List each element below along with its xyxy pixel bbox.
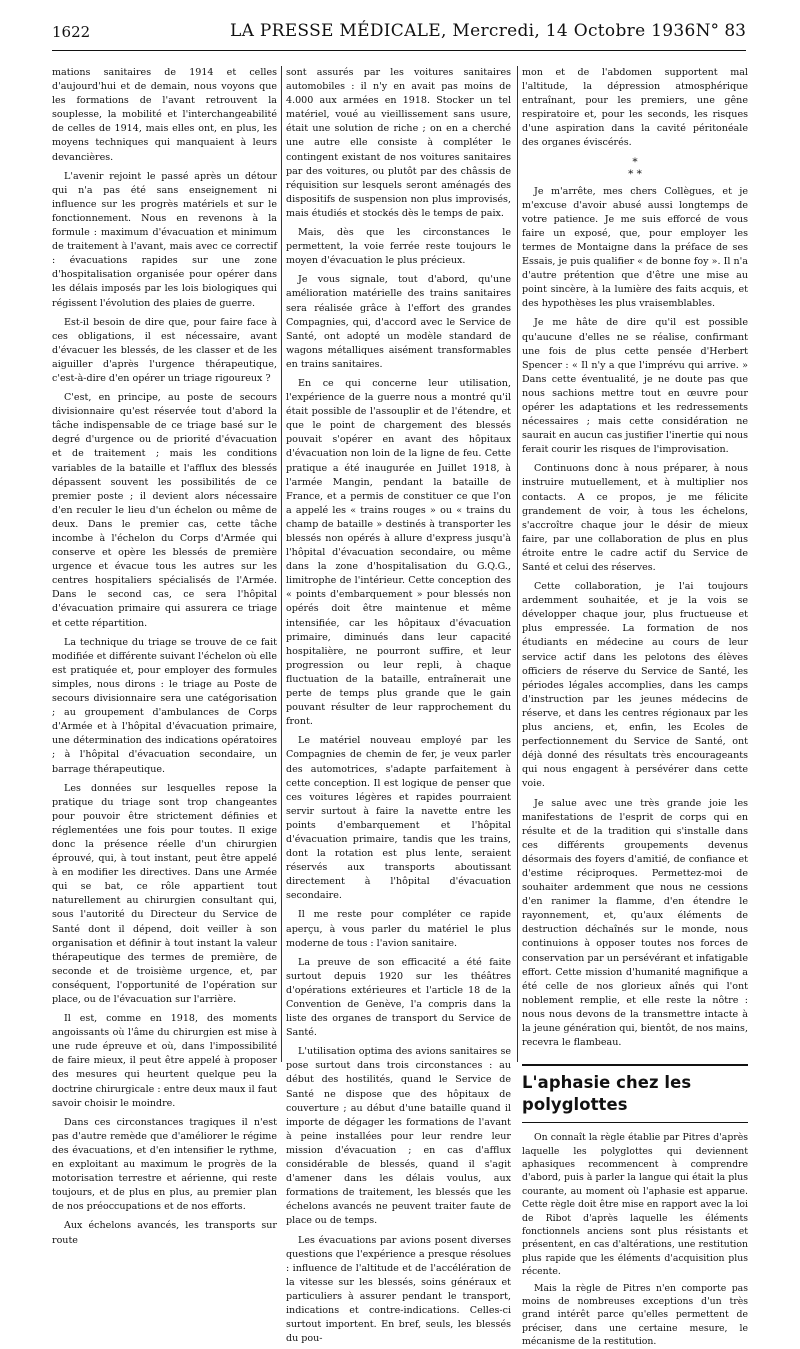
article-title: L'aphasie chez les polyglottes xyxy=(522,1073,692,1115)
paragraph: Cette collaboration, je l'ai toujours ardemment souhaitée, et je la vois se développer chaque jour, plus fructueuse et plus empressée. La formation de nos étudiants en médecine au cours de leur service actif dans les pelotons des élèves officiers de réserve du Service de Santé, les périodes légales accomplies, dans les camps d'instruction par les jeunes médecins de réserve, et dans les centres régionaux par les plus anciens, et, enfin, les Ecoles de perfectionnement du Service de Santé, ont déjà donné des résultats très encourageants qui nous engagent à persévérer dans cette voie. xyxy=(522,581,748,790)
article-separator-rule xyxy=(522,1064,748,1066)
paragraph: L'utilisation optima des avions sanitaires se pose surtout dans trois circonstances : au début des hostilités, quand le Service de Santé ne dispose que des hôpitaux de couverture ; au début d'une bataille quand il importe de dégager les formations de l'avant à peine installées pour leur rendre leur mission d'évacuation ; en cas d'afflux considérable de blessés, quand il s'agit d'amener dans les délais voulus, aux formations de traitement, les blessés que les échelons avancés ne peuvent traiter faute de place ou de temps. xyxy=(286,1046,511,1227)
paragraph: Je m'arrête, mes chers Collègues, et je m'excuse d'avoir abusé aussi longtemps de votre patience. Je me suis efforcé de vous faire un exposé, que, pour employer les termes de Montaigne dans la préface de ses Essais, je puis qualifier « de bonne foy ». Il n'a d'autre prétention que d'être une mise au point sincère, à la lumière des faits acquis, et des hypothèses les plus vraisemblables. xyxy=(522,185,748,310)
page-number: 1622 xyxy=(52,23,91,41)
paragraph: Mais, dès que les circonstances le permettent, la voie ferrée reste toujours le moyen d'évacuation le plus précieux. xyxy=(286,227,511,267)
journal-title-date: LA PRESSE MÉDICALE, Mercredi, 14 Octobre 1936 xyxy=(230,21,696,41)
paragraph: On connaît la règle établie par Pitres d'après laquelle les polyglottes qui deviennent aphasiques recommencent à comprendre d'abord, puis à parler la langue qui était la plus courante, au moment où l'aphasie est apparue. Cette règle doit être mise en rapport avec la loi de Ribot d'après laquelle les éléments fonctionnels anciens sont plus résistants et présentent, en cas d'altérations, une restitution plus rapide que les éléments d'acquisition plus récente. xyxy=(522,1132,748,1278)
text-column-middle xyxy=(286,66,511,1345)
paragraph: C'est, en principe, au poste de secours divisionnaire qu'est réservée tout d'abord la tâche indispensable de ce triage basé sur le degré d'urgence ou de priorité d'évacuation et de traitement ; mais les conditions variables de la bataille et l'afflux des blessés dépassent souvent les possibilités de ce premier poste ; il devient alors nécessaire d'en reculer le lieu d'un échelon ou même de deux. Dans le premier cas, cette tâche incombe à l'échelon du Corps d'Armée qui conserve et opère les blessés de première urgence et évacue tous les autres sur les centres hospitaliers spécialisés de l'Armée. Dans le second cas, ce sera l'hôpital d'évacuation primaire qui assurera ce triage et cette répartition. xyxy=(52,392,277,629)
article-aphasie xyxy=(522,1072,748,1349)
paragraph: mon et de l'abdomen supportent mal l'altitude, la dépression atmosphérique entraînant, pour les premiers, une gêne respiratoire et, pour les seconds, les risques d'une aspiration dans la cavité péritonéale des organes éviscérés. xyxy=(522,67,748,149)
paragraph: L'avenir rejoint le passé après un détour qui n'a pas été sans enseignement ni influence sur les progrès matériels et sur le fonctionnement. Nous en revenons à la formule : maximum d'évacuation et minimum de traitement à l'avant, mais avec ce correctif : évacuations rapides sur une zone d'hospitalisation organisée pour opérer dans les délais imposés par les lois biologiques qui régissent l'évolution des plaies de guerre. xyxy=(52,170,277,309)
paragraph: Aux échelons avancés, les transports sur route xyxy=(52,1220,277,1246)
page-header xyxy=(52,16,746,51)
paragraph: Mais la règle de Pitres n'en comporte pas moins de nombreuses exceptions d'un très grand intérêt parce qu'elles permettent de préciser, dans une certaine mesure, le mécanisme de la restitution. xyxy=(522,1282,748,1348)
paragraph: La technique du triage se trouve de ce fait modifiée et différente suivant l'échelon où elle est pratiquée et, pour employer des formules simples, nous dirons : le triage au Poste de secours divisionnaire sera une catégorisation ; au groupement d'ambulances de Corps d'Armée et à l'hôpital d'évacuation primaire, une détermination des indications opératoires ; à l'hôpital d'évacuation secondaire, un barrage thérapeutique. xyxy=(52,636,277,775)
section-separator-stars: * * * xyxy=(628,155,642,180)
text-column-left xyxy=(52,66,277,1246)
paragraph: Je me hâte de dire qu'il est possible qu'aucune d'elles ne se réalise, confirmant une fois de plus cette pensée d'Herbert Spencer : « Il n'y a que l'imprévu qui arrive. » Dans cette éventualité, je ne doute pas que nous sachions mettre tout en œuvre pour opérer les adaptations et les redressements nécessaires ; mais cette considération ne saurait en aucun cas justifier l'inertie qui nous ferait courir les risques de l'improvisation. xyxy=(522,317,748,456)
paragraph: Il me reste pour compléter ce rapide aperçu, à vous parler du matériel le plus moderne de tous : l'avion sanitaire. xyxy=(286,909,511,949)
paragraph: Dans ces circonstances tragiques il n'est pas d'autre remède que d'améliorer le régime des évacuations, et d'en intensifier le rythme, en exploitant au maximum le progrès de la motorisation terrestre et aérienne, qui reste toujours, et de plus en plus, au premier plan de nos préoccupations et de nos efforts. xyxy=(52,1116,277,1213)
paragraph: En ce qui concerne leur utilisation, l'expérience de la guerre nous a montré qu'il était possible de l'assouplir et de l'étendre, et que le point de chargement des blessés pouvait s'opérer en avant des hôpitaux d'évacuation non loin de la ligne de feu. Cette pratique a été inaugurée en Juillet 1918, à l'armée Mangin, pendant la bataille de France, et a permis de constituer ce que l'on a appelé les « trains rouges » ou « trains du champ de bataille » destinés à transporter les blessés non opérés à allure d'express jusqu'à l'hôpital d'évacuation secondaire, ou même dans la zone d'hospitalisation du G.Q.G., limitrophe de l'intérieur. Cette conception des « points d'embarquement » pour blessés non opérés doit être maintenue et même intensifiée, car les hôpitaux d'évacuation primaire, diminués dans leur capacité hospitalière, ne pourront suffire, et leur progression ou leur repli, à chaque fluctuation de la bataille, entraînerait une perte de temps plus grande que le gain pouvant résulter de leur rapprochement du front. xyxy=(286,377,511,728)
text-column-right xyxy=(522,66,748,1348)
column-divider xyxy=(517,66,518,1062)
column-divider xyxy=(281,66,282,1062)
paragraph: Le matériel nouveau employé par les Compagnies de chemin de fer, je veux parler des automotrices, s'adapte parfaitement à cette conception. Il est logique de penser que ces voitures légères et rapides pourraient servir surtout à faire la navette entre les points d'embarquement et l'hôpital d'évacuation primaire, tandis que les trains, dont la rotation est plus lente, seraient réservés aux transports aboutissant directement à l'hôpital d'évacuation secondaire. xyxy=(286,735,511,902)
issue-number: N° 83 xyxy=(695,21,746,41)
paragraph: Continuons donc à nous préparer, à nous instruire mutuellement, et à multiplier nos contacts. A ce propos, je me félicite grandement de voir, à tous les échelons, s'accroître chaque jour le désir de mieux faire, par une collaboration de plus en plus étroite entre le cadre actif du Service de Santé et celui des réserves. xyxy=(522,463,748,573)
text-block-continued xyxy=(522,66,748,151)
paragraph: Il est, comme en 1918, des moments angoissants où l'âme du chirurgien est mise à une rude épreuve et où, dans l'impossibilité de faire mieux, il peut être appelé à proposer des mesures qui heurtent quelque peu la doctrine chirurgicale : entre deux maux il faut savoir choisir le moindre. xyxy=(52,1013,277,1109)
paragraph: La preuve de son efficacité a été faite surtout depuis 1920 sur les théâtres d'opérations extérieures et l'article 18 de la Convention de Genève, l'a compris dans la liste des organes de transport du Service de Santé. xyxy=(286,956,511,1039)
article-title-rule xyxy=(522,1122,748,1123)
paragraph: mations sanitaires de 1914 et celles d'aujourd'hui et de demain, nous voyons que les formations de l'avant retrouvent la souplesse, la mobilité et l'interchangeabilité de celles de 1914, mais elles ont, en plus, les moyens techniques qui manquaient à leurs devancières. xyxy=(52,67,277,163)
paragraph: Je salue avec une très grande joie les manifestations de l'esprit de corps qui en résulte et de la tradition qui s'installe dans ces différents groupements devenus désormais des foyers d'amitié, de confiance et d'estime réciproques. Permettez-moi de souhaiter ardemment que nous ne cessions d'en ranimer la flamme, d'en étendre le rayonnement, et, qu'aux éléments de destruction déchaînés sur le monde, nous continuions à opposer toutes nos forces de conservation par un persévérant et infatigable effort. Cette mission d'humanité magnifique a été celle de nos glorieux aînés qui l'ont noblement remplie, et elle reste la nôtre : nous nous devons de la transmettre intacte à la jeune génération qui, bientôt, de nos mains, recevra le flambeau. xyxy=(522,797,748,1049)
paragraph: Est-il besoin de dire que, pour faire face à ces obligations, il est nécessaire, avant d'évacuer les blessés, de les classer et de les aiguiller d'après l'urgence thérapeutique, c'est-à-dire d'en opérer un triage rigoureux ? xyxy=(52,316,277,384)
paragraph: Les évacuations par avions posent diverses questions que l'expérience a presque résolues : influence de l'altitude et de l'accélération de la vitesse sur les blessés, soins généraux et particuliers à assurer pendant le transport, indications et contre-indications. Celles-ci surtout importent. En bref, seuls, les blessés du pou- xyxy=(286,1234,511,1345)
paragraph: Je vous signale, tout d'abord, qu'une amélioration matérielle des trains sanitaires sera réalisée grâce à l'effort des grandes Compagnies, qui, d'accord avec le Service de Santé, ont adopté un modèle standard de wagons métalliques aisément transformables en trains sanitaires. xyxy=(286,274,511,370)
paragraph: Les données sur lesquelles repose la pratique du triage sont trop changeantes pour pouvoir être strictement définies et réglementées une fois pour toutes. Il exige donc la présence réelle d'un chirurgien éprouvé, qui, à tout instant, peut être appelé à en modifier les directives. Dans une Armée qui se bat, ce rôle appartient tout naturellement au chirurgien consultant qui, sous l'autorité du Directeur du Service de Santé dont il dépend, doit veiller à son organisation et définir à tout instant la valeur thérapeutique des termes de première, de seconde et de troisième urgence, et, par conséquent, l'opportunité de l'opération sur place, ou de l'évacuation sur l'arrière. xyxy=(52,782,277,1005)
text-block-conclusion xyxy=(522,185,748,1051)
paragraph: sont assurés par les voitures sanitaires automobiles : il n'y en avait pas moins de 4.000 aux armées en 1918. Stocker un tel matériel, voué au vieillissement sans usure, était une solution de riche ; on en a cherché une autre elle consiste à compléter le contingent existant de nos voitures sanitaires par des voitures, ou plutôt par des châssis de réquisition sur lesquels seront aménagés des dispositifs de suspension non plus improvisés, mais étudiés et stockés dès le temps de paix. xyxy=(286,67,511,219)
article-body xyxy=(522,1131,748,1349)
